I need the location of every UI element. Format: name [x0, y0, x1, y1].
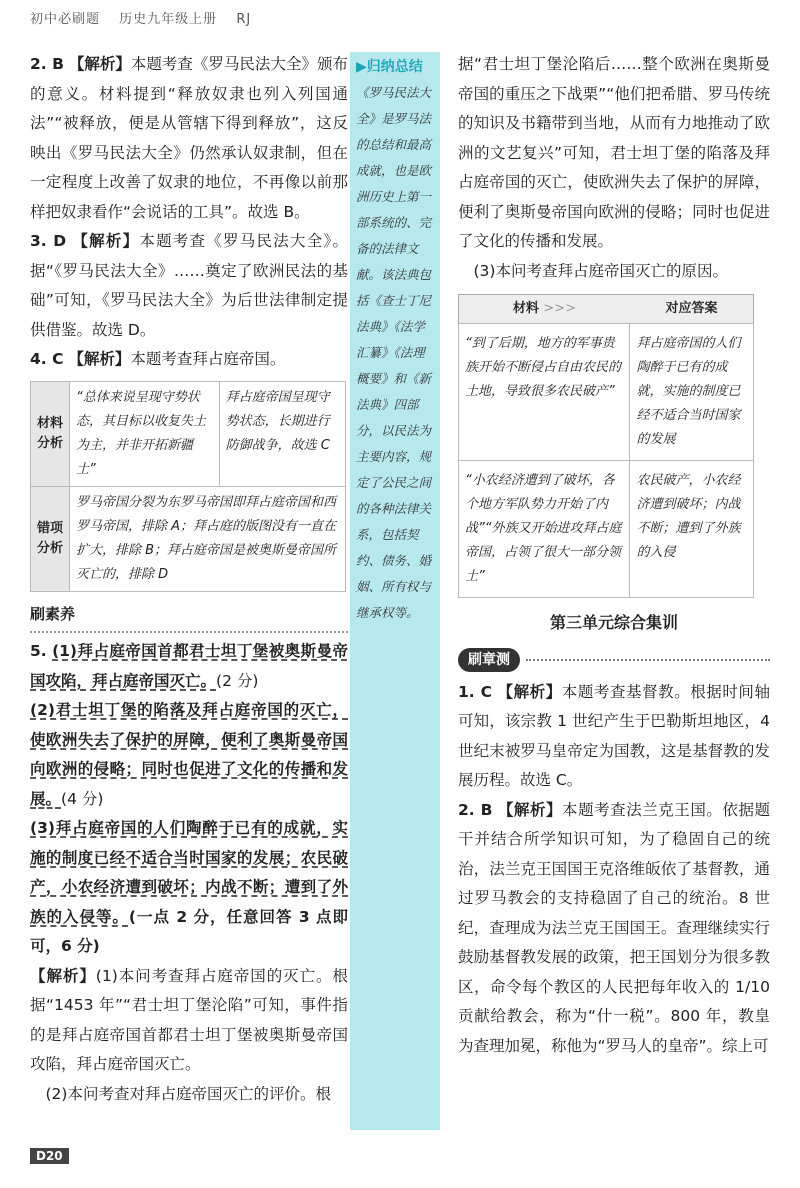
- chapter-header: [458, 648, 770, 672]
- q3-answer: [30, 227, 348, 345]
- q5-table-head-right: 对应答案: [630, 295, 754, 324]
- r1-text: 本题考查基督教。根据时间轴可知，该宗教 1 世纪产生于巴勒斯坦地区，4 世纪末被罗马皇帝定为国教，这是基督教的发展历程。故选 C。: [458, 682, 770, 789]
- summary-sidebar: [350, 52, 440, 1130]
- q3-tag: 【解析】: [72, 232, 140, 250]
- q5-a2: (2)君士坦丁堡的陷落及拜占庭帝国的灭亡，使欧洲失去了保护的屏障，便利了奥斯曼帝国向欧洲的侵略；同时也促进了文化的传播和发展。: [30, 701, 348, 808]
- r2-answer: [458, 796, 770, 1062]
- q2-text: 本题考查《罗马民法大全》颁布的意义。材料提到“释放奴隶也列入列国通法”“被释放，便是从管辖下得到释放”，这反映出《罗马民法大全》仍然承认奴隶制，但在一定程度上改善了奴隶的地位，不再像以前那样把奴隶看作“会说话的工具”。故选 B。: [30, 55, 348, 221]
- r1-number: 1. C: [458, 682, 493, 701]
- q5-a1: (1)拜占庭帝国首都君士坦丁堡被奥斯曼帝国攻陷，拜占庭帝国灭亡。: [30, 642, 348, 690]
- page-header: [30, 8, 265, 27]
- chapter-badge: 刷章测: [458, 648, 520, 672]
- right-column: [458, 50, 770, 1061]
- q5-a3: (3)拜占庭帝国的人们陶醉于已有的成就，实施的制度已经不适合当时国家的发展；农民破产，小农经济遭到破坏；内战不断；遭到了外族的入侵等。: [30, 819, 348, 926]
- q5-table-head-left: 材料 >>>: [459, 295, 630, 324]
- q5-analysis-1: [30, 962, 348, 1080]
- q5-analysis-tag: 【解析】: [30, 966, 96, 985]
- q5-number: 5.: [30, 642, 47, 660]
- q4-analysis-table: [30, 381, 346, 592]
- q3-number: 3. D: [30, 232, 67, 250]
- edition-label: RJ: [236, 12, 252, 27]
- q4-row1-right: 拜占庭帝国呈现守势状态，长期进行防御战争，故选 C: [219, 381, 345, 486]
- dotted-divider: [526, 659, 770, 661]
- r2-number: 2. B: [458, 800, 493, 819]
- q4-row1-left: “总体来说呈现守势状态，其目标以收复失土为主，并非开拓新疆土”: [70, 381, 220, 486]
- q5-table-r1-left: “到了后期，地方的军事贵族开始不断侵占自由农民的土地，导致很多农民破产”: [459, 324, 630, 461]
- r2-tag: 【解析】: [497, 800, 563, 819]
- q2-answer: [30, 50, 348, 227]
- q5-answer-3: [30, 814, 348, 962]
- q5-table-r2-right: 农民破产，小农经济遭到破坏；内战不断；遭到了外族的入侵: [630, 461, 754, 598]
- q4-number: 4. C: [30, 350, 64, 368]
- q5-a1-score: (2 分): [216, 671, 259, 690]
- page-number: D20: [30, 1148, 69, 1164]
- q5-answer-1: [30, 637, 348, 696]
- sidebar-body: 《罗马民法大全》是罗马法的总结和最高成就，也是欧洲历史上第一部系统的、完备的法律文献。该法典包括《查士丁尼法典》《法学汇纂》《法理概要》和《新法典》四部分，以民法为主要内容，规定了公民之间的各种法律关系，包括契约、债务、婚姻、所有权与继承权等。: [356, 85, 432, 620]
- q5-table-r1-right: 拜占庭帝国的人们陶醉于已有的成就，实施的制度已经不适合当时国家的发展: [630, 324, 754, 461]
- q5-analysis-2-cont: 据“君士坦丁堡沦陷后……整个欧洲在奥斯曼帝国的重压之下战栗”“他们把希腊、罗马传统的知识及书籍带到当地，从而有力地推动了欧洲的文艺复兴”可知，君士坦丁堡的陷落及拜占庭帝国的灭亡，使欧洲失去了保护的屏障，便利了奥斯曼帝国向欧洲的侵略；同时也促进了文化的传播和发展。: [458, 55, 770, 250]
- q5-answer-table: [458, 294, 754, 598]
- arrow-icon: >>>: [543, 301, 577, 316]
- q4-row2-text: 罗马帝国分裂为东罗马帝国即拜占庭帝国和西罗马帝国，排除 A；拜占庭的版图没有一直在扩大，排除 B；拜占庭帝国是被奥斯曼帝国所灭亡的，排除 D: [70, 486, 346, 591]
- r1-tag: 【解析】: [497, 682, 562, 701]
- q3-text: 本题考查《罗马民法大全》。据“《罗马民法大全》……奠定了欧洲民法的基础”可知，《罗马民法大全》为后世法律制定提供借鉴。故选 D。: [30, 232, 348, 339]
- r2-text: 本题考查法兰克王国。依据题干并结合所学知识可知，为了稳固自己的统治，法兰克王国国王克洛维皈依了基督教，通过罗马教会的支持稳固了自己的统治。8 世纪，查理成为法兰克王国国王。查理继续实行鼓励基督教发展的政策，把王国划分为很多教区，命令每个教区的人民把每年收入的 1/10 贡献给教会，称为“什一税”。800 年，教皇为查理加冕，称他为“罗马人的皇帝”。综上可: [458, 800, 770, 1055]
- unit-title: 第三单元综合集训: [549, 613, 678, 632]
- q4-tag: 【解析】: [68, 350, 131, 368]
- book-title: 初中必刷题: [30, 12, 101, 27]
- subject-title: 历史九年级上册: [119, 12, 218, 27]
- q4-answer: [30, 345, 348, 375]
- sidebar-title: ▶归纳总结: [356, 59, 423, 75]
- q2-number: 2. B: [30, 55, 64, 73]
- r1-answer: [458, 678, 770, 796]
- q4-row1-label: 材料分析: [31, 381, 70, 486]
- section-suyang: 刷素养: [30, 600, 348, 634]
- q5-a2-score: (4 分): [61, 789, 104, 808]
- q5-analysis-2: (2)本问考查对拜占庭帝国灭亡的评价。根: [45, 1084, 331, 1103]
- left-column: [30, 50, 348, 1109]
- q5-answer-2: [30, 696, 348, 814]
- q5-analysis-3: (3)本问考查拜占庭帝国灭亡的原因。: [473, 261, 728, 280]
- q2-tag: 【解析】: [68, 55, 131, 73]
- q5-a3-score: (一点 2 分，任意回答 3 点即可，6 分): [30, 907, 348, 955]
- q4-row2-label: 错项分析: [31, 486, 70, 591]
- q5-analysis-1-text: (1)本问考查拜占庭帝国的灭亡。根据“1453 年”“君士坦丁堡沦陷”可知，事件指的是拜占庭帝国首都君士坦丁堡被奥斯曼帝国攻陷，拜占庭帝国灭亡。: [30, 966, 348, 1073]
- q5-table-r2-left: “小农经济遭到了破坏，各个地方军队势力开始了内战”“外族又开始进攻拜占庭帝国，占领了很大一部分领土”: [459, 461, 630, 598]
- q4-text: 本题考查拜占庭帝国。: [130, 350, 286, 368]
